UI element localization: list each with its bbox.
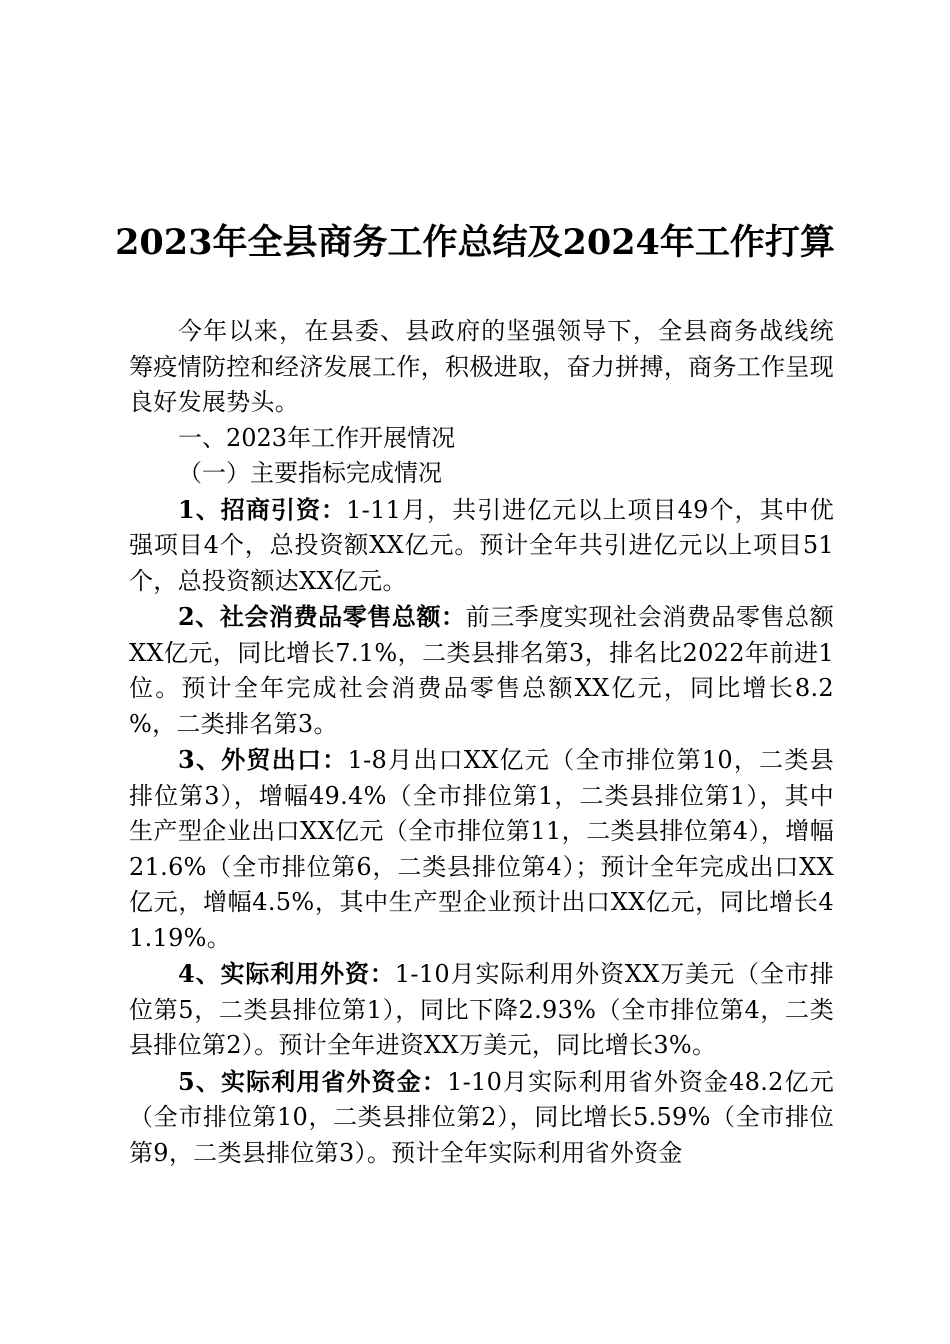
item-paragraph-exports: [129, 742, 834, 956]
item-lead: 3、外贸出口：: [178, 745, 348, 774]
item-paragraph-foreign-capital: [129, 956, 834, 1064]
item-text: 1-8月出口XX亿元（全市排位第10，二类县排位第3），增幅49.4%（全市排位第1，二类县排位第1），其中生产型企业出口XX亿元（全市排位第11，二类县排位第4），增幅21.6%（全市排位第6，二类县排位第4）；预计全年完成出口XX亿元，增幅4.5%，其中生产型企业预计出口XX亿元，同比增长41.19%。: [129, 746, 834, 952]
intro-paragraph: 今年以来，在县委、县政府的坚强领导下，全县商务战线统筹疫情防控和经济发展工作，积极进取，奋力拼搏，商务工作呈现良好发展势头。: [129, 317, 834, 416]
subsection-heading: （一）主要指标完成情况: [178, 459, 442, 487]
item-paragraph-out-of-province-funds: [129, 1064, 834, 1172]
item-paragraph-retail-sales: [129, 599, 834, 742]
document-title: 2023年全县商务工作总结及2024年工作打算: [115, 222, 835, 263]
item-lead: 1、招商引资：: [178, 494, 347, 524]
item-text: 1-11月，共引进亿元以上项目49个，其中优强项目4个，总投资额XX亿元。预计全年共引进亿元以上项目51个，总投资额达XX亿元。: [129, 495, 834, 595]
item-text: 1-10月实际利用省外资金48.2亿元（全市排位第10，二类县排位第2），同比增长5.59%（全市排位第9，二类县排位第3）。预计全年实际利用省外资金: [129, 1067, 834, 1167]
item-lead: 2、社会消费品零售总额：: [178, 602, 466, 631]
section-heading: 一、2023年工作开展情况: [178, 423, 456, 452]
item-paragraph-investment: [129, 492, 834, 600]
item-lead: 4、实际利用外资：: [178, 959, 395, 988]
document-body: [129, 314, 834, 1171]
item-text: 前三季度实现社会消费品零售总额XX亿元，同比增长7.1%，二类县排名第3，排名比2022年前进1位。预计全年完成社会消费品零售总额XX亿元，同比增长8.2 %，二类排名第3。: [129, 603, 834, 738]
item-text: 1-10月实际利用外资XX万美元（全市排位第5，二类县排位第1），同比下降2.93%（全市排位第4，二类县排位第2）。预计全年进资XX万美元，同比增长3%。: [129, 960, 834, 1059]
item-lead: 5、实际利用省外资金：: [178, 1066, 448, 1096]
